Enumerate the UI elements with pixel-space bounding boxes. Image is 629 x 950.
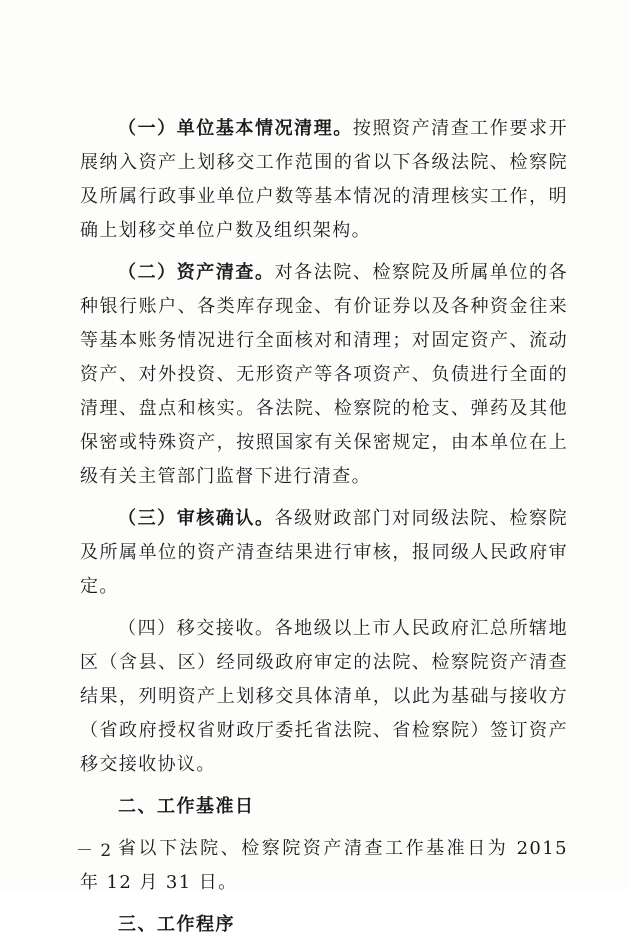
page-number: － 2 － bbox=[76, 841, 137, 861]
document-body bbox=[80, 112, 568, 950]
section-heading-work-procedure: 三、工作程序 bbox=[118, 914, 235, 935]
paragraph-text: 对各法院、检察院及所属单位的各种银行账户、各类库存现金、有价证券以及各种资金往来等基本账务情况进行全面核对和清理；对固定资产、流动资产、对外投资、无形资产等各项资产、负债进行全面的清理、盘点和核实。各法院、检察院的枪支、弹药及其他保密或特殊资产，按照国家有关保密规定，由本单位在上级有关主管部门监督下进行清查。 bbox=[80, 262, 569, 487]
paragraph-review-confirmation bbox=[80, 502, 568, 604]
paragraph-lead: （二）资产清查。 bbox=[118, 262, 275, 283]
paragraph-unit-info-cleanup bbox=[80, 112, 568, 248]
paragraph-text: （四）移交接收。各地级以上市人民政府汇总所辖地区（含县、区）经同级政府审定的法院、检察院资产清查结果，列明资产上划移交具体清单，以此为基础与接收方（省政府授权省财政厅委托省法院、省检察院）签订资产移交接收协议。 bbox=[80, 618, 568, 775]
section-heading-base-date: 二、工作基准日 bbox=[118, 796, 255, 817]
paragraph-lead: （三）审核确认。 bbox=[118, 508, 275, 529]
paragraph-base-date: 省以下法院、检察院资产清查工作基准日为 2015 年 12 月 31 日。 bbox=[80, 838, 568, 893]
paragraph-asset-inventory bbox=[80, 256, 568, 494]
paragraph-lead: （一）单位基本情况清理。 bbox=[118, 118, 353, 139]
paragraph-text: 各级财政部门对同级法院、检察院及所属单位的资产清查结果进行审核，报同级人民政府审定。 bbox=[80, 508, 569, 597]
paragraph-text: 按照资产清查工作要求开展纳入资产上划移交工作范围的省以下各级法院、检察院及所属行政事业单位户数等基本情况的清理核实工作，明确上划移交单位户数及组织架构。 bbox=[80, 118, 568, 241]
paragraph-handover-receipt bbox=[80, 612, 568, 782]
